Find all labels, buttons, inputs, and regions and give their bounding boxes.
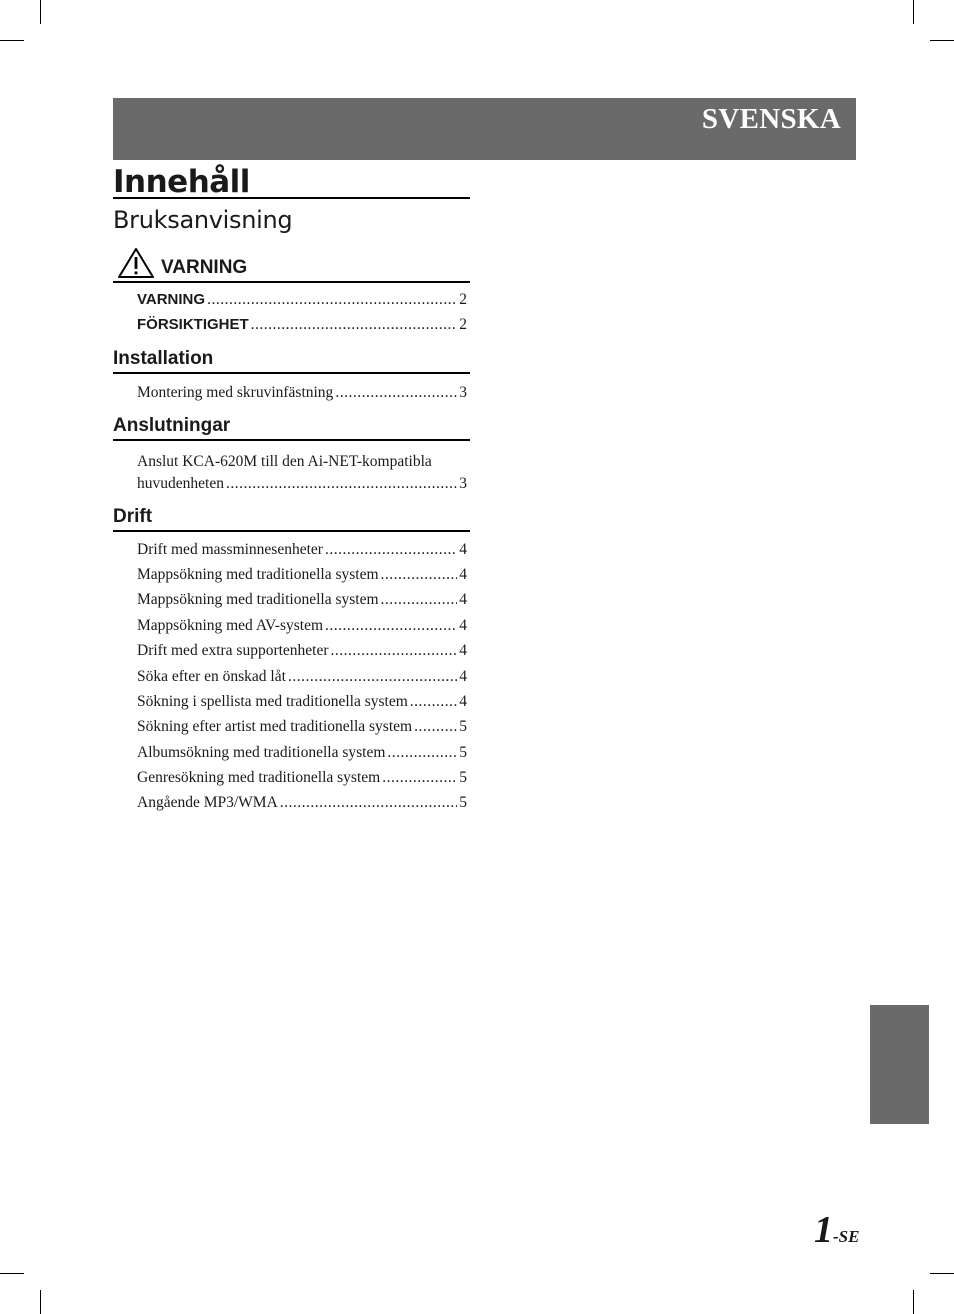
toc-entry-page: 4 (459, 642, 467, 660)
toc-entry[interactable] (137, 617, 467, 642)
toc-leader-dots (414, 718, 457, 736)
toc-entry[interactable] (137, 769, 467, 794)
toc-leader-dots (325, 541, 457, 559)
toc-entry-page: 4 (459, 616, 467, 634)
toc-entry-title: Drift med extra supportenheter (137, 642, 329, 660)
crop-mark (0, 40, 24, 41)
page-number-suffix: -SE (833, 1227, 860, 1246)
installation-heading: Installation (113, 347, 470, 374)
drift-heading: Drift (113, 505, 470, 532)
toc-entry-title: huvudenheten (137, 475, 224, 493)
table-of-contents (113, 160, 470, 820)
toc-entry[interactable] (137, 668, 467, 693)
toc-entry-page: 4 (459, 540, 467, 558)
language-label: SVENSKA (701, 103, 841, 135)
crop-mark (930, 40, 954, 41)
toc-entry[interactable] (137, 693, 467, 718)
toc-entry-page: 3 (459, 475, 467, 493)
crop-mark (913, 1290, 914, 1314)
toc-entry[interactable] (137, 291, 467, 316)
toc-entry-page: 2 (459, 291, 467, 308)
toc-entry-page: 4 (459, 591, 467, 609)
page-title: Innehåll (113, 160, 470, 199)
toc-entry-page: 4 (459, 565, 467, 583)
warning-triangle-icon (117, 247, 155, 279)
toc-entry-title-line1[interactable]: Anslut KCA-620M till den Ai-NET-kompatibla (137, 453, 432, 471)
crop-mark (40, 1290, 41, 1314)
toc-entry-page: 2 (459, 316, 467, 334)
toc-entry-title: Drift med massminnesenheter (137, 540, 323, 558)
toc-leader-dots (226, 475, 457, 493)
toc-entry[interactable] (137, 591, 467, 616)
toc-leader-dots (207, 291, 457, 309)
toc-entry-title: FÖRSIKTIGHET (137, 316, 249, 334)
toc-leader-dots (288, 668, 457, 686)
warning-section-heading (113, 249, 470, 283)
warning-heading-label: VARNING (161, 257, 248, 278)
toc-entry-title: Söka efter en önskad låt (137, 667, 286, 685)
toc-entry[interactable] (137, 566, 467, 591)
toc-entry-title: VARNING (137, 291, 206, 308)
toc-entry-title: Sökning i spellista med traditionella system (137, 692, 408, 710)
toc-entry-page: 4 (459, 692, 467, 710)
toc-leader-dots (382, 769, 457, 787)
toc-leader-dots (387, 744, 457, 762)
page-subtitle: Bruksanvisning (113, 206, 293, 234)
toc-entry-title: Sökning efter artist med traditionella system (137, 718, 413, 736)
toc-entry[interactable] (137, 541, 467, 566)
side-tab-marker (870, 1005, 929, 1124)
toc-entry-page: 3 (459, 383, 467, 401)
toc-entry-title: Genresökning med traditionella system (137, 769, 381, 787)
toc-leader-dots (381, 566, 458, 584)
toc-leader-dots (251, 316, 458, 334)
crop-mark (0, 1273, 24, 1274)
toc-leader-dots (410, 693, 457, 711)
crop-mark (930, 1273, 954, 1274)
toc-entry[interactable] (137, 384, 467, 409)
toc-leader-dots (335, 384, 457, 402)
toc-entry[interactable] (137, 718, 467, 743)
toc-entry-page: 4 (459, 667, 467, 685)
crop-mark (913, 0, 914, 24)
toc-entry-title: Mappsökning med traditionella system (137, 565, 379, 583)
toc-leader-dots (331, 642, 458, 660)
toc-leader-dots (325, 617, 457, 635)
toc-entry-page: 5 (459, 769, 467, 787)
page-number-value: 1 (814, 1209, 833, 1251)
toc-entry-title: Angående MP3/WMA (137, 794, 278, 812)
toc-entry[interactable] (137, 744, 467, 769)
toc-entry-page: 5 (459, 743, 467, 761)
toc-entry-title: Mappsökning med traditionella system (137, 591, 379, 609)
toc-entry-title: Albumsökning med traditionella system (137, 743, 386, 761)
toc-entry-page: 5 (459, 794, 467, 812)
toc-leader-dots (381, 591, 458, 609)
language-banner (113, 98, 856, 160)
toc-entry[interactable] (137, 475, 467, 500)
drift-entries (113, 532, 470, 820)
warning-entries (113, 283, 470, 342)
installation-entries (113, 374, 470, 409)
toc-entry[interactable] (137, 316, 467, 341)
page-number (814, 1208, 859, 1252)
anslutningar-entries (113, 441, 470, 500)
toc-leader-dots (280, 794, 457, 812)
toc-entry[interactable] (137, 642, 467, 667)
toc-entry-title: Mappsökning med AV-system (137, 616, 324, 634)
toc-entry[interactable] (137, 794, 467, 819)
anslutningar-heading: Anslutningar (113, 414, 470, 441)
toc-entry-page: 5 (459, 718, 467, 736)
crop-mark (40, 0, 41, 24)
toc-entry-title: Montering med skruvinfästning (137, 383, 334, 401)
